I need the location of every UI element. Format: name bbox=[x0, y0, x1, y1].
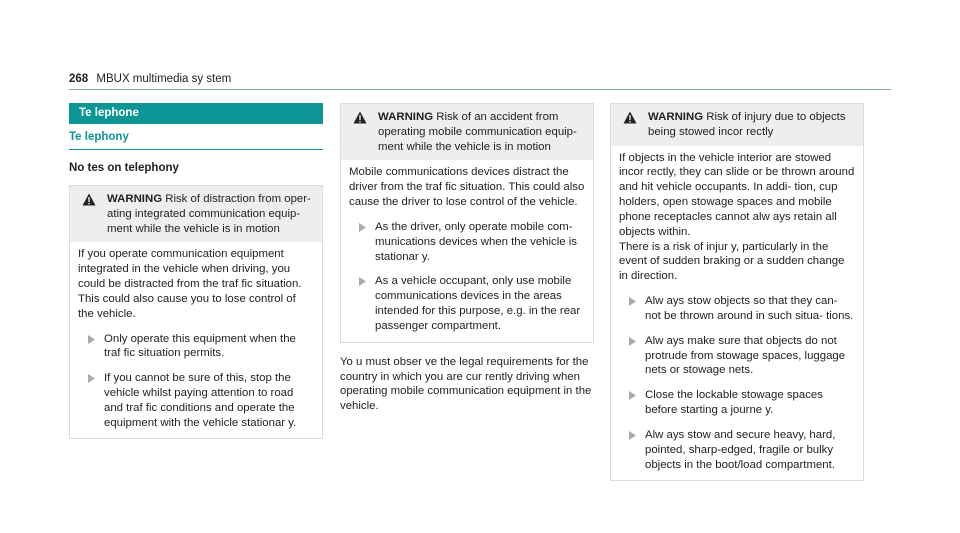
column-1 bbox=[69, 103, 323, 439]
column-2 bbox=[340, 103, 594, 414]
list-item bbox=[349, 220, 585, 264]
list-item-text: Alw ays stow and secure heavy, hard, pointed, sharp-edged, fragile or bulky objects in the boot/load compartment. bbox=[645, 428, 836, 471]
list-item bbox=[78, 371, 314, 430]
warning-triangle-icon bbox=[82, 192, 98, 236]
page-number: 268 bbox=[69, 73, 89, 85]
warning-box bbox=[340, 103, 594, 343]
list-item-text: Only operate this equipment when the traf fic situation permits. bbox=[104, 332, 296, 360]
page-header-title: MBUX multimedia sy stem bbox=[96, 73, 232, 85]
list-item-text: As the driver, only operate mobile com‐ munications devices when the vehicle is stationar y. bbox=[375, 220, 577, 263]
warning-description: Risk of injury due to objects being stowed incor rectly bbox=[648, 111, 846, 138]
bullet-arrow-icon bbox=[88, 371, 95, 430]
warning-triangle-icon bbox=[623, 110, 639, 140]
warning-text bbox=[648, 110, 855, 140]
list-item-text: Alw ays make sure that objects do not protrude from stowage spaces, luggage nets or stowage nets. bbox=[645, 334, 846, 377]
list-item bbox=[619, 294, 855, 324]
bullet-arrow-icon bbox=[629, 294, 636, 324]
bullet-arrow-icon bbox=[629, 334, 636, 378]
warning-paragraph: Mobile communications devices distract the driver from the traf fic situation. This could also cause the driver to lose control of the vehicle. bbox=[349, 166, 585, 209]
warning-box bbox=[610, 103, 864, 481]
list-item bbox=[619, 428, 855, 472]
list-item-text: As a vehicle occupant, only use mobile communications devices in the areas intended for this purpose, e.g. in the rear passenger compartment. bbox=[375, 275, 581, 332]
section-bar: Te lephone bbox=[69, 103, 323, 124]
list-item-text: If you cannot be sure of this, stop the vehicle whilst paying attention to road and traf fic conditions and operate the equipment with the vehicle stationar y. bbox=[104, 372, 297, 429]
warning-text bbox=[378, 110, 585, 154]
bullet-arrow-icon bbox=[88, 332, 95, 362]
subsection-heading: Te lephony bbox=[69, 130, 323, 150]
warning-label: WARNING bbox=[378, 111, 434, 123]
warning-box bbox=[69, 185, 323, 440]
warning-paragraph: There is a risk of injur y, particularly in the event of sudden braking or a sudden change in direction. bbox=[619, 240, 845, 283]
header-divider bbox=[69, 89, 891, 90]
warning-description: Risk of an accident from operating mobile communication equip‐ ment while the vehicle is in motion bbox=[378, 111, 577, 153]
bullet-arrow-icon bbox=[629, 428, 636, 472]
warning-triangle-icon bbox=[353, 110, 369, 154]
list-item bbox=[78, 332, 314, 362]
column-3 bbox=[610, 103, 864, 481]
list-item bbox=[349, 274, 585, 333]
warning-body bbox=[611, 146, 863, 481]
page-header bbox=[69, 72, 231, 87]
warning-label: WARNING bbox=[648, 111, 704, 123]
bullet-arrow-icon bbox=[359, 220, 366, 264]
bullet-arrow-icon bbox=[359, 274, 366, 333]
bullet-arrow-icon bbox=[629, 388, 636, 418]
list-item-text: Close the lockable stowage spaces before starting a journe y. bbox=[645, 389, 823, 417]
body-paragraph: Yo u must obser ve the legal requirements for the country in which you are cur rently driving when operating mobile communication equipment in the vehicle. bbox=[340, 355, 592, 413]
warning-text bbox=[107, 192, 314, 236]
list-item-text: Alw ays stow objects so that they can‐ not be thrown around in such situa‐ tions. bbox=[645, 295, 854, 322]
warning-header bbox=[70, 186, 322, 242]
warning-paragraph: If objects in the vehicle interior are stowed incor rectly, they can slide or be thrown around and hit vehicle occupants. In addi‐ tion, cup holders, open stowage spaces and mobile phone receptacles cannot alw ays retain all objects within. bbox=[619, 151, 855, 238]
warning-body bbox=[341, 160, 593, 341]
warning-description: Risk of distraction from oper‐ ating integrated communication equip‐ ment while the vehicle is in motion bbox=[107, 192, 311, 235]
list-item bbox=[619, 334, 855, 378]
warning-body bbox=[70, 242, 322, 438]
section-title: No tes on telephony bbox=[69, 161, 179, 174]
list-item bbox=[619, 388, 855, 418]
warning-paragraph: If you operate communication equipment integrated in the vehicle when driving, you could be distracted from the traf fic situation. This could also cause you to lose control of the vehicle. bbox=[78, 248, 302, 320]
warning-header bbox=[341, 104, 593, 160]
warning-label: WARNING bbox=[107, 192, 163, 205]
warning-header bbox=[611, 104, 863, 146]
